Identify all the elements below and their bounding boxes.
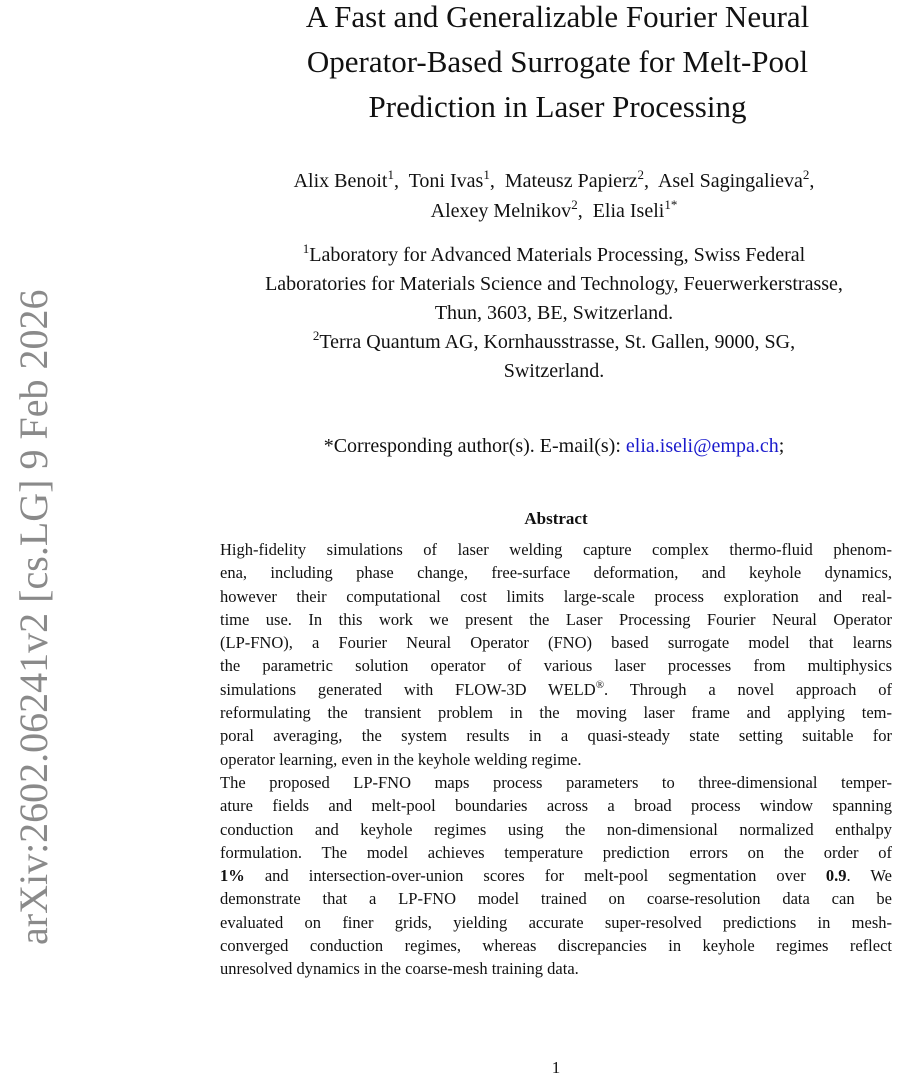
- abstract-line: unresolved dynamics in the coarse-mesh training data.: [220, 959, 579, 979]
- title-line: Operator-Based Surrogate for Melt-Pool: [306, 44, 809, 79]
- affiliation-number: 1: [302, 241, 310, 256]
- bold-value: 1%: [220, 866, 245, 886]
- affiliation-marker: 2: [802, 167, 810, 182]
- abstract-body: [220, 538, 892, 981]
- abstract-line: evaluated on finer grids, yielding accurate super-resolved predictions in mesh-: [220, 912, 892, 932]
- abstract-line: time use. In this work we present the Laser Processing Fourier Neural Operator: [220, 609, 892, 629]
- affiliation-marker: 2: [637, 167, 645, 182]
- abstract-line: simulations generated with FLOW-3D WELD®. Through a novel approach of: [220, 678, 893, 699]
- abstract-line: High-fidelity simulations of laser welding capture complex thermo-fluid phenom-: [220, 540, 892, 559]
- affiliation-line: $^1$Laboratory for Advanced Materials Processing, Swiss Federal: [302, 241, 806, 266]
- abstract-line: converged conduction regimes, whereas discrepancies in keyhole regimes reflect: [220, 936, 892, 956]
- author-line: [196, 166, 912, 196]
- author-list: [196, 166, 912, 226]
- affiliation-marker: 1: [387, 167, 394, 182]
- author-name: Alix Benoit$^1$,: [293, 167, 399, 192]
- affiliation-line: Switzerland.: [503, 360, 605, 382]
- abstract-line: operator learning, even in the keyhole welding regime.: [220, 749, 582, 769]
- abstract-heading: Abstract: [524, 509, 588, 528]
- abstract-line: formulation. The model achieves temperature prediction errors on the order of: [220, 842, 892, 862]
- author-line: [196, 196, 912, 226]
- corresponding-author: *Corresponding author(s). E-mail(s): elia.iseli@empa.ch;: [323, 435, 785, 457]
- abstract-line: however their computational cost limits large-scale process exploration and real-: [220, 586, 892, 606]
- author-name: Asel Sagingalieva$^2$,: [657, 167, 815, 192]
- affiliations: [196, 241, 912, 386]
- abstract-line: reformulating the transient problem in the moving laser frame and applying tem-: [220, 703, 892, 723]
- affiliation-marker: 2: [571, 197, 578, 212]
- paper-title: [205, 0, 910, 129]
- affiliation-line: Laboratories for Materials Science and Technology, Feuerwerkerstrasse,: [265, 273, 843, 295]
- email-link[interactable]: elia.iseli@empa.ch: [625, 435, 779, 457]
- author-name: Elia Iseli$^{1*}$: [592, 197, 678, 222]
- author-name: Mateusz Papierz$^2$,: [504, 167, 650, 192]
- author-name: Alexey Melnikov$^2$,: [430, 197, 583, 222]
- title-line: Prediction in Laser Processing: [368, 89, 747, 124]
- abstract-line: The proposed LP-FNO maps process parameters to three-dimensional temper-: [220, 772, 892, 792]
- title-line: A Fast and Generalizable Fourier Neural: [305, 0, 810, 34]
- affiliation-line: $^2$Terra Quantum AG, Kornhausstrasse, St. Gallen, 9000, SG,: [312, 328, 796, 353]
- arxiv-identifier-stamp: arXiv:2602.06241v2 [cs.LG] 9 Feb 2026: [11, 289, 56, 945]
- abstract-line: (LP-FNO), a Fourier Neural Operator (FNO) based surrogate model that learns: [220, 633, 892, 653]
- registered-mark: ®: [595, 678, 605, 691]
- affiliation-line: Thun, 3603, BE, Switzerland.: [434, 302, 674, 324]
- bold-value: 0.9: [825, 866, 847, 886]
- abstract-line: the parametric solution operator of various laser processes from multiphysics: [220, 656, 892, 676]
- abstract-line: ature fields and melt-pool boundaries across a broad process window spanning: [220, 796, 892, 816]
- affiliation-marker: 1*: [664, 197, 678, 212]
- affiliation-marker: 1: [483, 167, 490, 182]
- abstract-line: 1% and intersection-over-union scores for melt-pool segmentation over 0.9. We: [220, 866, 892, 886]
- abstract-line: demonstrate that a LP-FNO model trained on coarse-resolution data can be: [220, 889, 892, 909]
- abstract-line: poral averaging, the system results in a quasi-steady state setting suitable for: [220, 726, 892, 746]
- affiliation-number: 2: [312, 328, 320, 343]
- abstract-line: ena, including phase change, free-surface deformation, and keyhole dynamics,: [220, 563, 892, 583]
- author-name: Toni Ivas$^1$,: [408, 167, 495, 192]
- page-number: 1: [551, 1058, 561, 1077]
- abstract-line: conduction and keyhole regimes using the non-dimensional normalized enthalpy: [220, 819, 892, 839]
